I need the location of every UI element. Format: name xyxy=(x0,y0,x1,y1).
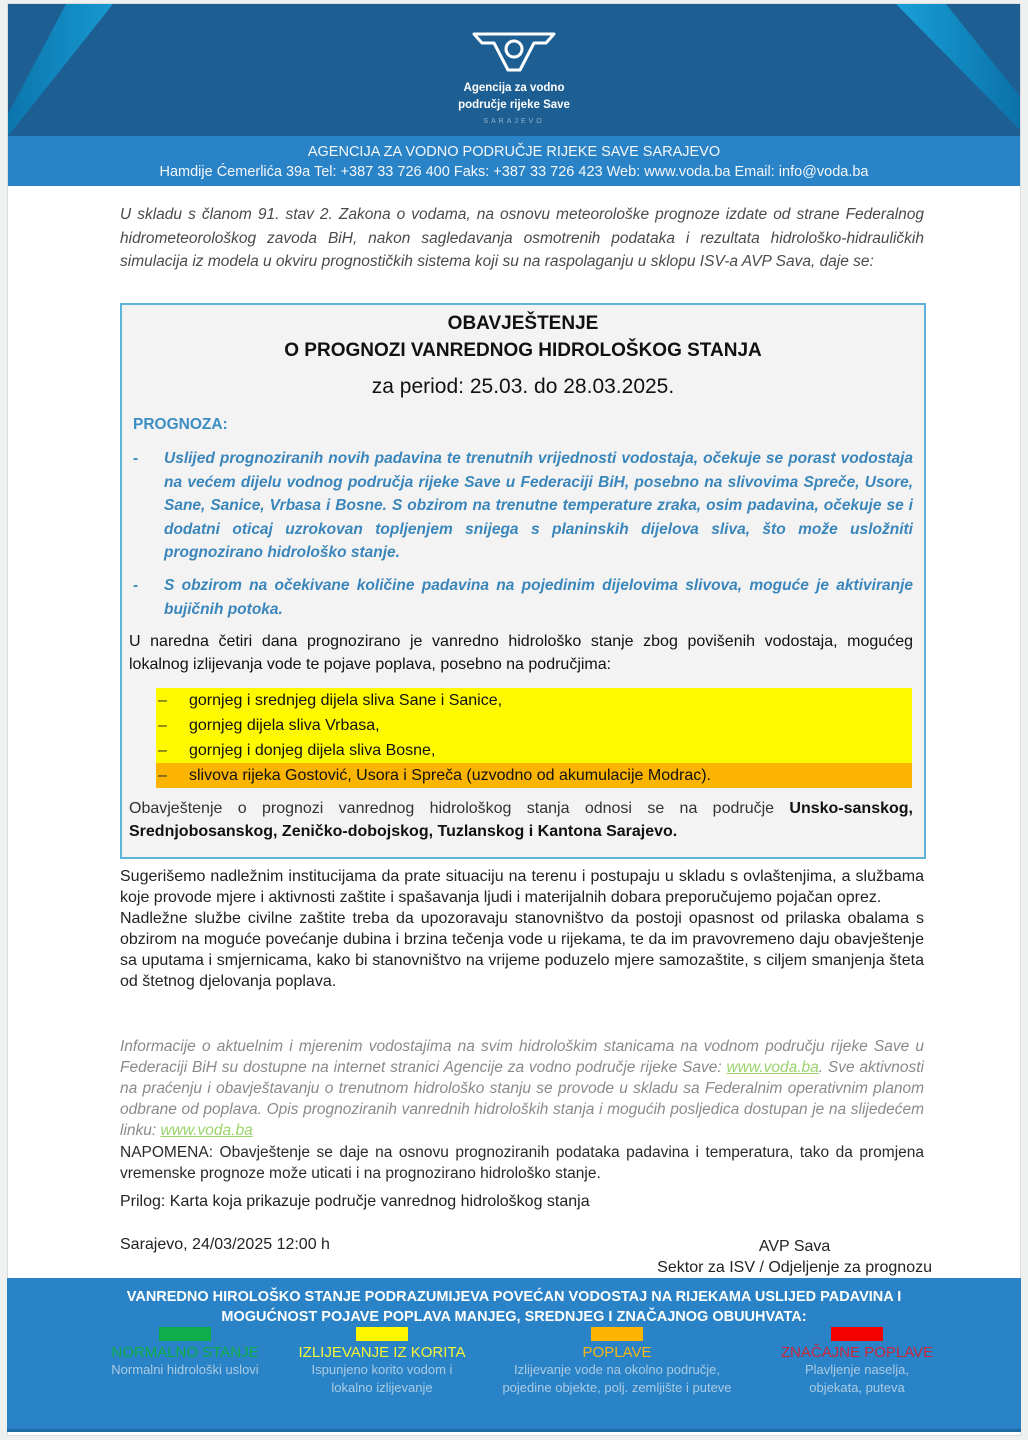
forecast-item xyxy=(133,574,913,621)
intro-paragraph: U skladu s članom 91. stav 2. Zakona o vodama, na osnovu meteorološke prognoze izdate od strane Federalnog hidrometeorološkog zavoda BiH, nakon sagledavanja osmotrenih podataka i rezultata hidrološko-hidrauličkih simulacija iz modela u okviru prognostičkih sistema koji su na raspolaganju u sklopu ISV-a AVP Sava, daje se: xyxy=(120,206,924,270)
bullet-dash: – xyxy=(158,717,167,734)
area-item-orange xyxy=(156,763,912,788)
header-banner xyxy=(8,4,1020,136)
area-text: gornjeg i srednjeg dijela sliva Sane i Sanice, xyxy=(189,692,503,709)
agency-name: AGENCIJA ZA VODNO PODRUČJE RIJEKE SAVE SARAJEVO xyxy=(307,144,721,160)
suggestions xyxy=(120,866,924,992)
legend-title-line1: VANREDNO HIROLOŠKO STANJE PODRAZUMIJEVA POVEĆAN VODOSTAJ NA RIJEKAMA USLIJED PADAVINA I xyxy=(126,1289,902,1305)
forecast-label: PROGNOZA: xyxy=(133,416,228,433)
legend-desc: Plavljenje naselja, xyxy=(804,1362,910,1377)
forecast-item xyxy=(133,447,913,565)
place-date: Sarajevo, 24/03/2025 12:00 h xyxy=(120,1236,330,1253)
bullet-dash: - xyxy=(133,450,139,467)
legend-label: POPLAVE xyxy=(582,1344,652,1361)
logo-text-line2: područje rijeke Save xyxy=(458,99,570,111)
signature xyxy=(657,1236,932,1278)
agency-logo-icon xyxy=(472,32,556,72)
legend-title xyxy=(7,1287,1021,1327)
signature-dept: Sektor za ISV / Odjeljenje za prognozu xyxy=(657,1259,932,1276)
bullet-dash: – xyxy=(158,742,167,759)
applies-regions: Unsko-sanskog, Srednjobosanskog, Zeničko-dobojskog, Tuzlanskog i Kantona Sarajevo. xyxy=(129,800,913,840)
bullet-dash: – xyxy=(158,767,167,784)
signature-org: AVP Sava xyxy=(758,1238,831,1255)
bullet-dash: – xyxy=(158,692,167,709)
area-text: gornjeg dijela sliva Vrbasa, xyxy=(189,717,380,734)
agency-contact: Hamdije Ćemerlića 39a Tel: +387 33 726 400 Faks: +387 33 726 423 Web: www.voda.ba Email: info@voda.ba xyxy=(159,164,869,180)
notice-title: OBAVJEŠTENJE xyxy=(447,313,599,334)
area-text: slivova rijeka Gostović, Usora i Spreča (uzvodno od akumulacije Modrac). xyxy=(189,767,711,784)
suggestion-paragraph-1: Sugerišemo nadležnim institucijama da prate situaciju na terenu i postupaju u skladu s ovlaštenjima, a službama koje provode mjere i aktivnosti zaštite i spašavanja ljudi i materijalnih dobara preporučujemo pojačan oprez. xyxy=(120,868,924,906)
forecast-text: S obzirom na očekivane količine padavina na pojedinim dijelovima slivova, moguće je aktiviranje bujičnih potoka. xyxy=(164,577,913,618)
legend-swatch-green xyxy=(159,1327,211,1341)
legend-item-normal xyxy=(95,1327,275,1379)
decorative-stripe-right xyxy=(886,4,1020,136)
logo-city: SARAJEVO xyxy=(483,118,545,125)
legend-item-overflow xyxy=(292,1327,472,1397)
legend-desc: pojedine objekte, polj. zemljište i puteve xyxy=(502,1380,732,1395)
area-item-yellow xyxy=(156,713,912,738)
notice-subtitle: O PROGNOZI VANREDNOG HIDROLOŠKOG STANJA xyxy=(284,340,762,361)
legend-desc: Normalni hidrološki uslovi xyxy=(111,1362,259,1377)
legend-swatch-yellow xyxy=(356,1327,408,1341)
affected-areas-list xyxy=(156,688,912,788)
applies-to-regions xyxy=(129,797,913,843)
area-item-yellow xyxy=(156,688,912,713)
area-item-yellow xyxy=(156,738,912,763)
info-text-2: . Sve aktivnosti na praćenju i obavještavanju o trenutnom hidrološko stanju se provode u skladu sa Federalnim operativnim planom odbrane od poplava. Opis prognoziranih vanrednih hidroloških stanja i mogućih posljedica dostupan je na slijedećem linku: xyxy=(120,1059,925,1139)
legend-desc: objekata, puteva xyxy=(809,1380,905,1395)
bullet-dash: - xyxy=(133,577,139,594)
forecast-text: Uslijed prognoziranih novih padavina te trenutnih vrijednosti vodostaja, očekuje se porast vodostaja na većem dijelu vodnog područja rijeke Save u Federaciji BiH, posebno na slivovima Spreče, Usore, Sane, Sanice, Vrbasa i Bosne. S obzirom na trenutne temperature zraka, osim padavina, očekuje se i dodatni oticaj uzrokovan topljenjem snijega s planinskih dijelova sliva, što može usložniti prognozirano hidrološko stanje. xyxy=(164,450,913,561)
legend-desc: Izlijevanje vode na okolno područje, xyxy=(514,1362,720,1377)
legend-desc: Ispunjeno korito vodom i xyxy=(311,1362,453,1377)
applies-prefix: Obavještenje o prognozi vanrednog hidrološkog stanja odnosi se na područje xyxy=(129,800,790,817)
voda-link-1[interactable]: www.voda.ba xyxy=(726,1059,819,1076)
suggestion-paragraph-2: Nadležne službe civilne zaštite treba da upozoravaju stanovništvo da postoji opasnost od prilaska obalama s obzirom na moguće povećanje dubina i brzina tečenja vode u rijekama, te da im pravovremeno daju obavještenje sa uputama i smjernicama, kako bi stanovništvo na vrijeme poduzelo mjere samozaštite, s ciljem smanjenja šteta od štetnog djelovanja poplava. xyxy=(120,910,924,990)
expected-conditions: U naredna četiri dana prognozirano je vanredno hidrološko stanje zbog povišenih vodostaja, mogućeg lokalnog izlijevanja vode te pojave poplava, posebno na područjima: xyxy=(129,633,913,673)
decorative-stripe-left xyxy=(8,4,148,136)
note-paragraph: NAPOMENA: Obavještenje se daje na osnovu prognoziranih podataka padavina i temperatura, tako da promjena vremenske prognoze može uticati i na prognozirano hidrološko stanje. xyxy=(120,1144,924,1182)
legend-label: ZNAČAJNE POPLAVE xyxy=(780,1344,934,1361)
area-text: gornjeg i donjeg dijela sliva Bosne, xyxy=(189,742,436,759)
legend-swatch-orange xyxy=(591,1327,643,1341)
legend-item-major-floods xyxy=(767,1327,947,1397)
notice-period: za period: 25.03. do 28.03.2025. xyxy=(371,375,675,398)
attachment-note: Prilog: Karta koja prikazuje područje vanrednog hidrološkog stanja xyxy=(120,1193,590,1210)
legend-desc: lokalno izlijevanje xyxy=(331,1380,433,1395)
voda-link-2[interactable]: www.voda.ba xyxy=(160,1122,253,1139)
legend-item-floods xyxy=(482,1327,752,1397)
info-paragraph xyxy=(120,1036,924,1141)
notice-box xyxy=(120,303,926,859)
logo-text-line1: Agencija za vodno xyxy=(463,82,565,94)
legend-footer xyxy=(7,1278,1021,1432)
legend-label: NORMALNO STANJE xyxy=(111,1344,259,1361)
legend-title-line2: MOGUĆNOST POJAVE POPLAVA MANJEG, SREDNJEG I ZNAČAJNOG OBUUHVATA: xyxy=(221,1309,807,1325)
legend-label: IZLIJEVANJE IZ KORITA xyxy=(298,1344,466,1361)
info-text-1: Informacije o aktuelnim i mjerenim vodostajima na svim hidrološkim stanicama na vodnom području rijeke Save u Federaciji BiH su dostupne na internet stranici Agencije za vodno područje rijeke Save: xyxy=(120,1038,924,1076)
legend-swatch-red xyxy=(831,1327,883,1341)
header-contact-bar xyxy=(8,136,1020,186)
